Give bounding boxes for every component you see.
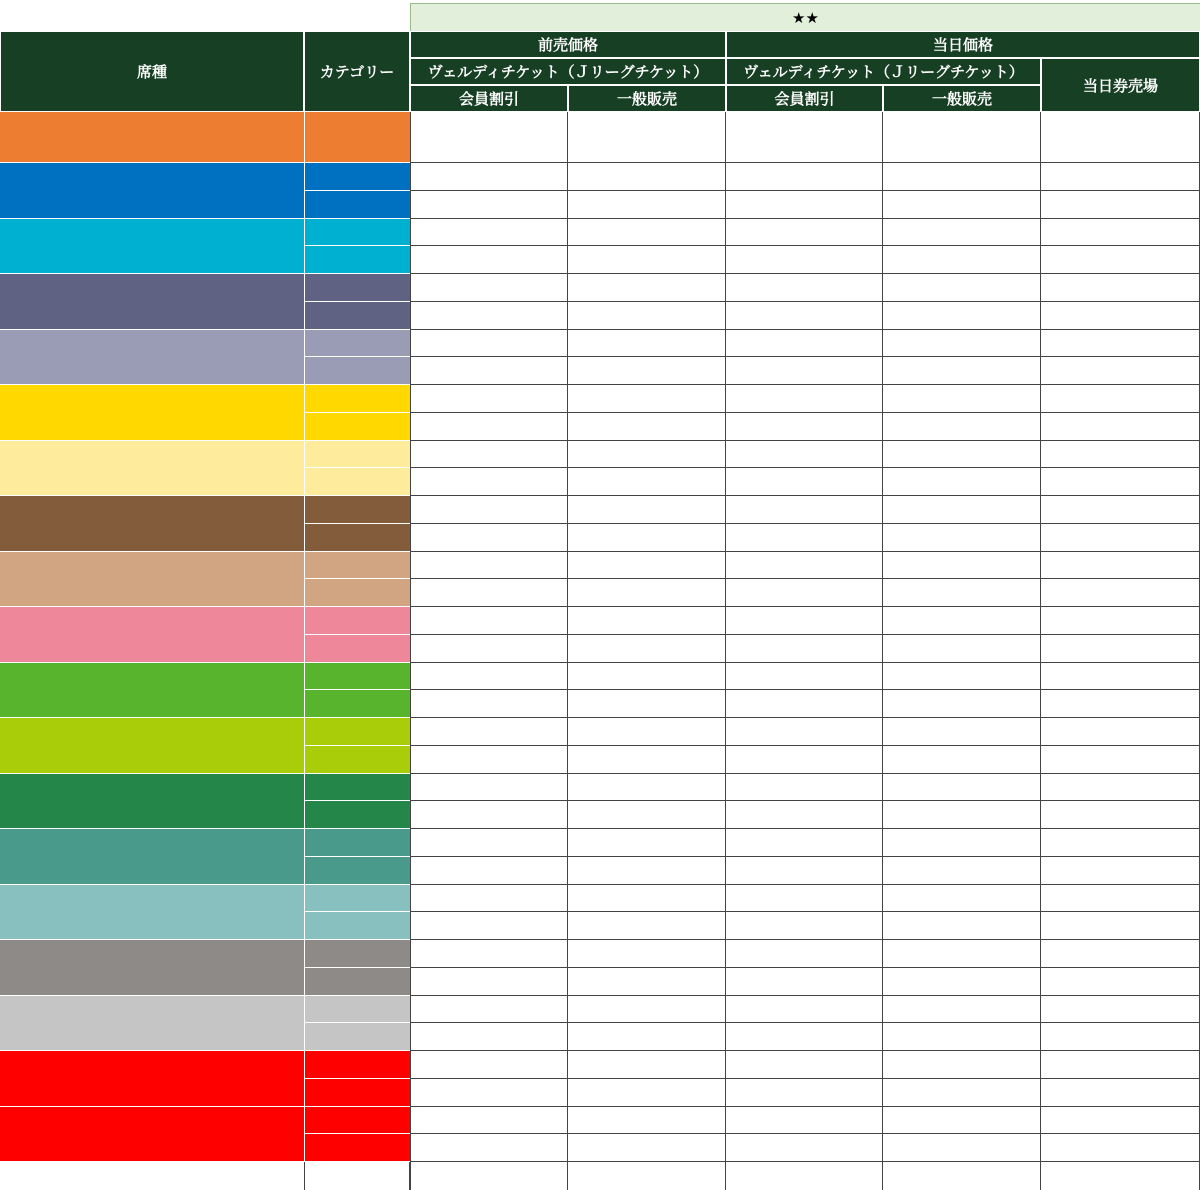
price-cell [1041, 774, 1200, 802]
price-cell [568, 302, 726, 330]
category-cell [304, 246, 410, 274]
price-cell [410, 774, 568, 802]
price-cell [568, 413, 726, 441]
price-cell [568, 441, 726, 469]
seat-name [0, 996, 304, 1052]
price-cell [883, 829, 1041, 857]
price-cell [1041, 579, 1200, 607]
category-cell [304, 163, 410, 191]
header-seat-type: 席種 [0, 31, 304, 112]
price-cell [410, 635, 568, 663]
price-cell [410, 663, 568, 691]
seat-name [0, 885, 304, 941]
price-cell [1041, 191, 1200, 219]
price-cell [726, 829, 883, 857]
price-cell [410, 912, 568, 940]
price-cell [726, 940, 883, 968]
price-cell [410, 746, 568, 774]
category-cell [304, 330, 410, 358]
price-cell [1041, 940, 1200, 968]
seat-name [0, 607, 304, 663]
price-cell [883, 1107, 1041, 1135]
category-cell [304, 496, 410, 524]
header-verdy-ticket-same-day: ヴェルディチケット（Ｊリーグチケット） [726, 58, 1041, 85]
price-cell [568, 1134, 726, 1162]
price-cell [726, 1162, 883, 1190]
price-cell [726, 1107, 883, 1135]
price-cell [410, 801, 568, 829]
price-cell [410, 357, 568, 385]
category-cell [304, 1023, 410, 1051]
price-cell [568, 112, 726, 163]
price-cell [568, 1051, 726, 1079]
price-cell [568, 746, 726, 774]
price-cell [410, 246, 568, 274]
price-cell [1041, 441, 1200, 469]
price-cell [883, 663, 1041, 691]
category-cell [304, 524, 410, 552]
seat-name [0, 552, 304, 608]
price-cell [883, 524, 1041, 552]
category-cell [304, 885, 410, 913]
price-cell [883, 746, 1041, 774]
category-cell [304, 274, 410, 302]
price-cell [726, 663, 883, 691]
price-cell [568, 607, 726, 635]
price-cell [1041, 607, 1200, 635]
price-cell [568, 496, 726, 524]
price-cell [883, 441, 1041, 469]
price-cell [726, 112, 883, 163]
price-cell [883, 690, 1041, 718]
header-category: カテゴリー [304, 31, 410, 112]
category-cell [304, 1107, 410, 1135]
price-cell [726, 441, 883, 469]
price-cell [726, 579, 883, 607]
price-cell [410, 996, 568, 1024]
price-cell [726, 413, 883, 441]
seat-name [0, 1051, 304, 1107]
price-cell [726, 607, 883, 635]
price-cell [883, 468, 1041, 496]
price-cell [410, 1051, 568, 1079]
price-cell [410, 163, 568, 191]
price-cell [410, 690, 568, 718]
price-cell [1041, 385, 1200, 413]
price-cell [726, 496, 883, 524]
category-cell [304, 357, 410, 385]
price-cell [883, 968, 1041, 996]
price-cell [726, 1051, 883, 1079]
price-cell [568, 274, 726, 302]
price-cell [410, 940, 568, 968]
price-cell [568, 690, 726, 718]
price-cell [883, 112, 1041, 163]
price-cell [568, 357, 726, 385]
category-cell [304, 579, 410, 607]
price-cell [1041, 112, 1200, 163]
price-cell [410, 274, 568, 302]
price-cell [568, 191, 726, 219]
price-cell [726, 246, 883, 274]
seat-name [0, 274, 304, 330]
price-cell [883, 385, 1041, 413]
price-cell [726, 191, 883, 219]
seat-name [0, 163, 304, 219]
price-cell [1041, 552, 1200, 580]
seat-name [0, 663, 304, 719]
price-cell [410, 385, 568, 413]
price-cell [1041, 357, 1200, 385]
seat-name [0, 330, 304, 386]
price-cell [1041, 219, 1200, 247]
header-member-discount-same-day: 会員割引 [726, 85, 883, 112]
price-cell [726, 1079, 883, 1107]
price-cell [1041, 968, 1200, 996]
price-cell [568, 163, 726, 191]
price-cell [883, 274, 1041, 302]
price-cell [883, 801, 1041, 829]
price-cell [726, 552, 883, 580]
price-cell [1041, 746, 1200, 774]
price-cell [410, 468, 568, 496]
price-cell [410, 1079, 568, 1107]
price-cell [726, 885, 883, 913]
price-cell [410, 968, 568, 996]
category-cell [304, 968, 410, 996]
price-cell [726, 274, 883, 302]
header-same-day-price: 当日価格 [726, 31, 1200, 58]
price-cell [726, 524, 883, 552]
header-member-discount-advance: 会員割引 [410, 85, 568, 112]
price-cell [568, 246, 726, 274]
category-cell [304, 635, 410, 663]
price-cell [568, 524, 726, 552]
price-cell [1041, 274, 1200, 302]
price-cell [1041, 1107, 1200, 1135]
price-cell [1041, 718, 1200, 746]
price-cell [1041, 524, 1200, 552]
price-cell [883, 912, 1041, 940]
price-cell [883, 1051, 1041, 1079]
category-cell [304, 468, 410, 496]
price-cell [883, 774, 1041, 802]
category-cell [304, 801, 410, 829]
price-cell [568, 552, 726, 580]
category-cell [304, 607, 410, 635]
price-cell [1041, 1079, 1200, 1107]
price-cell [726, 302, 883, 330]
category-cell [304, 112, 410, 163]
category-cell [304, 690, 410, 718]
category-cell [304, 857, 410, 885]
price-cell [883, 219, 1041, 247]
price-cell [410, 829, 568, 857]
price-cell [726, 996, 883, 1024]
seat-name [0, 441, 304, 497]
category-cell [304, 746, 410, 774]
price-cell [568, 968, 726, 996]
price-cell [883, 413, 1041, 441]
price-cell [883, 496, 1041, 524]
header-verdy-ticket-advance: ヴェルディチケット（Ｊリーグチケット） [410, 58, 726, 85]
category-cell [304, 774, 410, 802]
price-cell [1041, 690, 1200, 718]
price-cell [883, 635, 1041, 663]
price-cell [410, 1107, 568, 1135]
seat-name [0, 940, 304, 996]
category-cell [304, 413, 410, 441]
price-cell [568, 940, 726, 968]
price-cell [410, 607, 568, 635]
price-cell [410, 112, 568, 163]
price-cell [726, 690, 883, 718]
price-cell [1041, 413, 1200, 441]
price-cell [410, 330, 568, 358]
category-cell [304, 996, 410, 1024]
price-cell [568, 663, 726, 691]
price-cell [726, 746, 883, 774]
price-cell [1041, 635, 1200, 663]
price-cell [410, 857, 568, 885]
price-cell [883, 1079, 1041, 1107]
price-cell [1041, 330, 1200, 358]
price-cell [726, 1023, 883, 1051]
price-cell [1041, 912, 1200, 940]
seat-name [0, 718, 304, 774]
category-cell [304, 1079, 410, 1107]
price-cell [726, 163, 883, 191]
price-cell [883, 191, 1041, 219]
price-cell [883, 579, 1041, 607]
price-cell [883, 718, 1041, 746]
category-cell [304, 191, 410, 219]
price-cell [726, 774, 883, 802]
price-cell [1041, 801, 1200, 829]
seat-name [0, 1162, 304, 1190]
price-cell [883, 1023, 1041, 1051]
price-cell [883, 330, 1041, 358]
price-cell [410, 718, 568, 746]
category-cell [304, 912, 410, 940]
price-cell [726, 1134, 883, 1162]
header-general-sale-same-day: 一般販売 [883, 85, 1041, 112]
category-cell [304, 940, 410, 968]
price-cell [410, 579, 568, 607]
price-cell [1041, 1051, 1200, 1079]
price-cell [883, 246, 1041, 274]
price-cell [568, 801, 726, 829]
star-rating-cell: ★★ [410, 3, 1200, 31]
price-cell [726, 857, 883, 885]
price-cell [568, 1079, 726, 1107]
price-cell [883, 552, 1041, 580]
price-cell [883, 302, 1041, 330]
price-cell [726, 330, 883, 358]
price-cell [568, 912, 726, 940]
price-cell [410, 552, 568, 580]
category-cell [304, 441, 410, 469]
price-cell [568, 219, 726, 247]
price-cell [568, 774, 726, 802]
price-cell [568, 829, 726, 857]
price-cell [1041, 246, 1200, 274]
price-cell [726, 968, 883, 996]
price-cell [726, 357, 883, 385]
price-cell [883, 857, 1041, 885]
price-cell [410, 1023, 568, 1051]
price-cell [726, 912, 883, 940]
price-cell [410, 441, 568, 469]
price-cell [568, 579, 726, 607]
seat-name [0, 112, 304, 163]
seat-name [0, 829, 304, 885]
price-cell [568, 330, 726, 358]
category-cell [304, 552, 410, 580]
price-cell [410, 302, 568, 330]
price-cell [1041, 885, 1200, 913]
seat-name [0, 1107, 304, 1163]
price-cell [726, 385, 883, 413]
price-cell [883, 1162, 1041, 1190]
price-cell [726, 718, 883, 746]
category-cell [304, 1162, 410, 1190]
header-general-sale-advance: 一般販売 [568, 85, 726, 112]
category-cell [304, 718, 410, 746]
price-cell [1041, 996, 1200, 1024]
category-cell [304, 1134, 410, 1162]
header-advance-price: 前売価格 [410, 31, 726, 58]
price-cell [410, 191, 568, 219]
price-cell [1041, 302, 1200, 330]
price-cell [410, 1134, 568, 1162]
price-cell [568, 635, 726, 663]
price-cell [1041, 496, 1200, 524]
price-cell [568, 885, 726, 913]
price-cell [883, 885, 1041, 913]
price-cell [1041, 1134, 1200, 1162]
seat-name [0, 219, 304, 275]
price-cell [883, 163, 1041, 191]
category-cell [304, 302, 410, 330]
price-cell [568, 1107, 726, 1135]
price-cell [1041, 663, 1200, 691]
price-cell [883, 607, 1041, 635]
price-cell [1041, 1023, 1200, 1051]
price-cell [883, 357, 1041, 385]
price-cell [1041, 857, 1200, 885]
price-cell [883, 1134, 1041, 1162]
category-cell [304, 1051, 410, 1079]
price-cell [726, 635, 883, 663]
price-cell [1041, 829, 1200, 857]
price-cell [410, 413, 568, 441]
seat-name [0, 774, 304, 830]
price-cell [568, 718, 726, 746]
price-cell [410, 524, 568, 552]
category-cell [304, 663, 410, 691]
price-cell [726, 219, 883, 247]
price-cell [410, 219, 568, 247]
price-cell [568, 385, 726, 413]
category-cell [304, 219, 410, 247]
price-cell [410, 885, 568, 913]
price-cell [726, 468, 883, 496]
seat-name [0, 496, 304, 552]
price-cell [1041, 468, 1200, 496]
category-cell [304, 385, 410, 413]
category-cell [304, 829, 410, 857]
price-cell [883, 996, 1041, 1024]
price-cell [1041, 1162, 1200, 1190]
header-venue-box-office: 当日券売場 [1041, 58, 1200, 112]
price-cell [410, 496, 568, 524]
seat-name [0, 385, 304, 441]
price-cell [1041, 163, 1200, 191]
price-cell [568, 996, 726, 1024]
price-cell [726, 801, 883, 829]
price-cell [883, 940, 1041, 968]
price-cell [568, 468, 726, 496]
price-cell [410, 1162, 568, 1190]
price-cell [568, 857, 726, 885]
price-cell [568, 1023, 726, 1051]
price-cell [568, 1162, 726, 1190]
